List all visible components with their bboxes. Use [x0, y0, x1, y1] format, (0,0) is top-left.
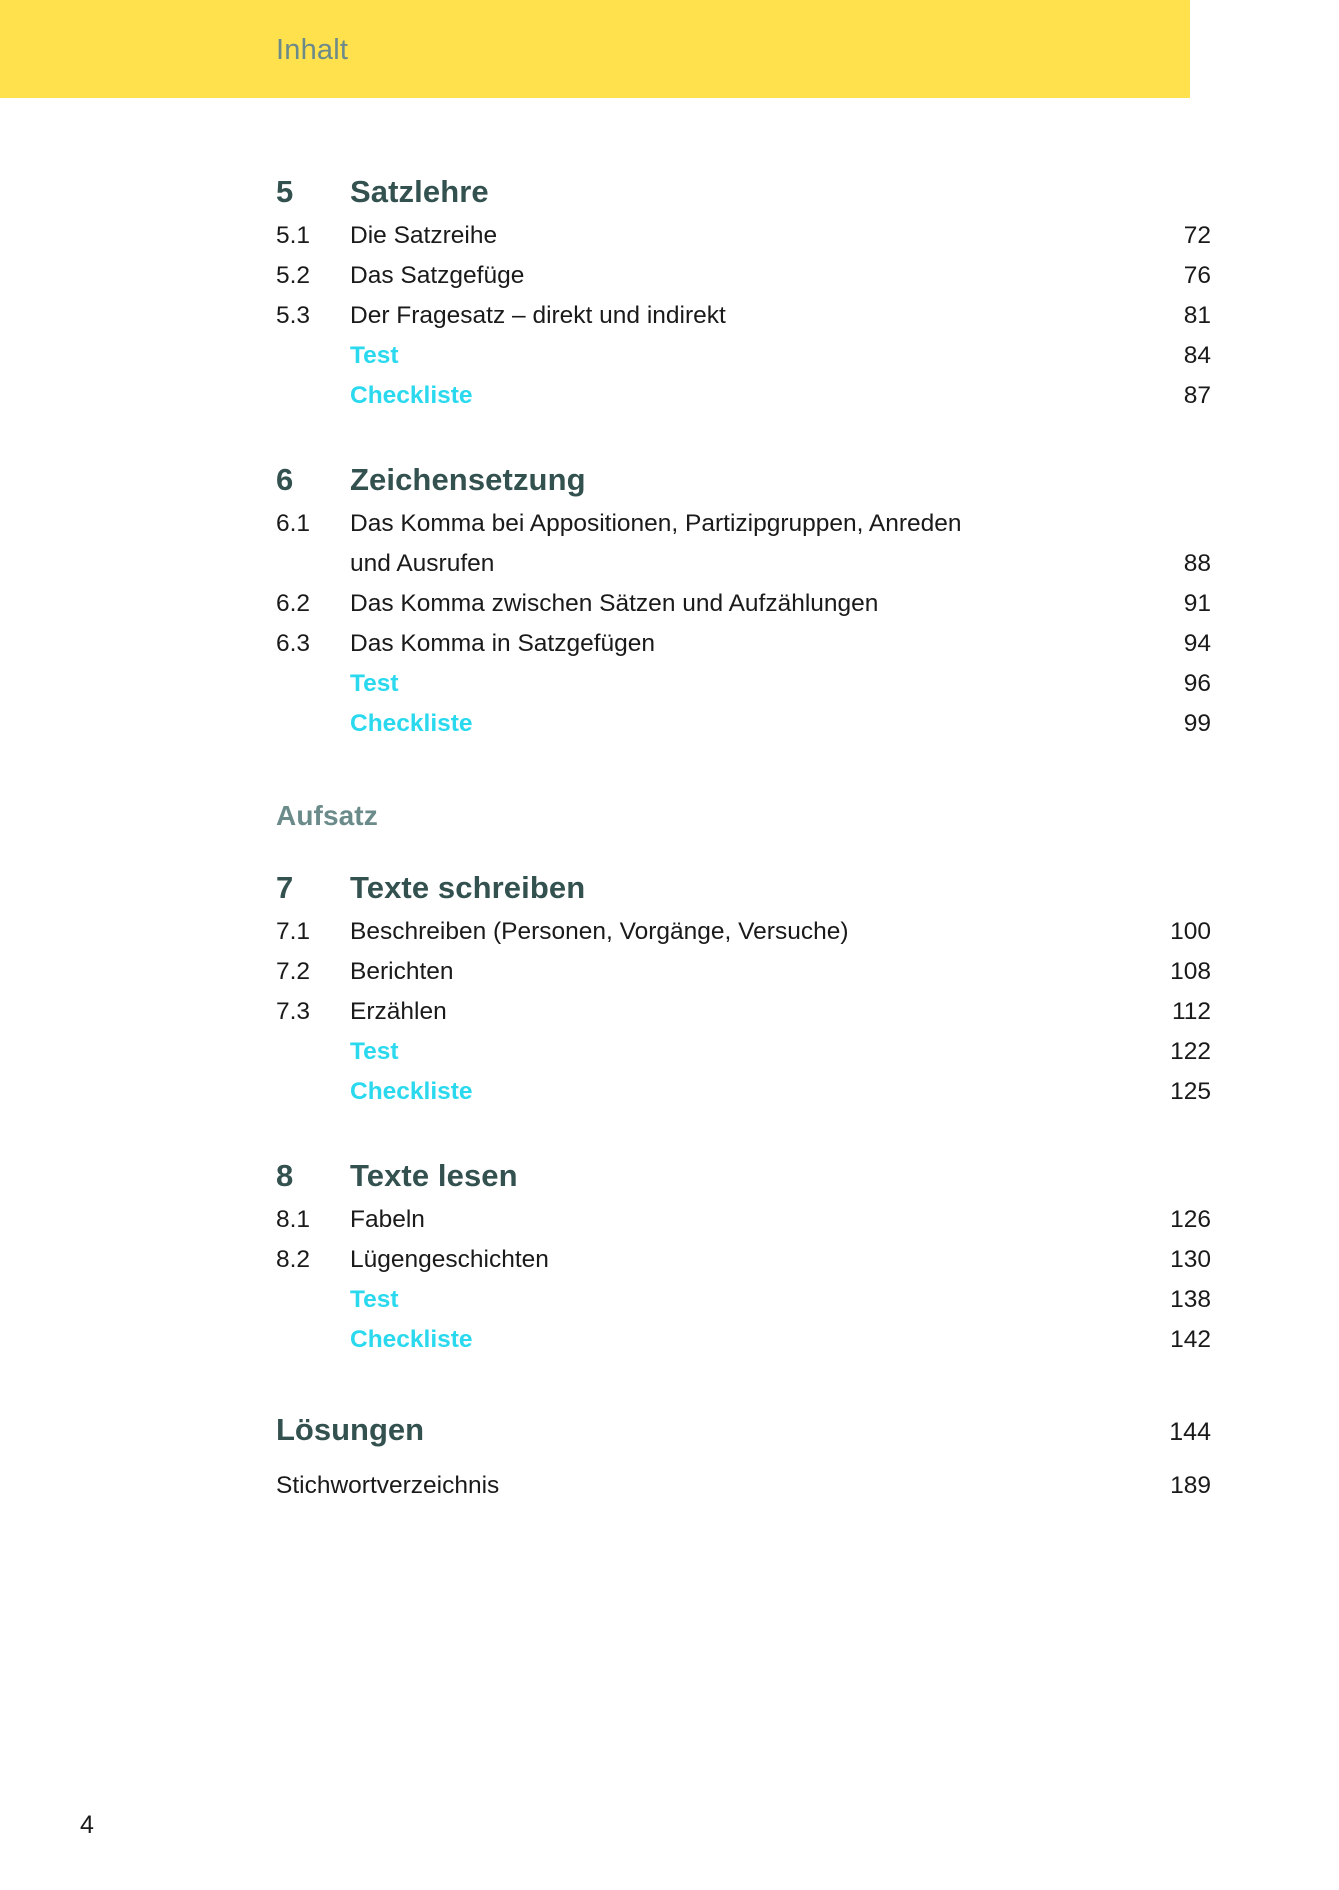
chapter-number: 6	[276, 462, 294, 497]
table-of-contents	[0, 98, 1339, 1506]
entry-title: Test	[350, 342, 399, 369]
backmatter-title: Lösungen	[276, 1412, 425, 1447]
toc-entry[interactable]	[276, 504, 1211, 584]
toc-entry-checkliste[interactable]	[276, 704, 1211, 744]
entry-number: 6.3	[276, 630, 311, 657]
entry-title: Das Komma in Satzgefügen	[350, 630, 656, 657]
page-header-title: Inhalt	[276, 34, 349, 66]
entry-title: Beschreiben (Personen, Vorgänge, Versuche)	[350, 918, 849, 945]
part-heading-aufsatz	[276, 800, 1211, 832]
entry-number: 5.3	[276, 302, 311, 329]
entry-page: 100	[1170, 918, 1211, 945]
entry-number: 8.1	[276, 1206, 311, 1233]
toc-entry-test[interactable]	[276, 1280, 1211, 1320]
entry-number: 6.2	[276, 590, 311, 617]
chapter-heading-7[interactable]	[276, 870, 1211, 906]
toc-entry-test[interactable]	[276, 336, 1211, 376]
entry-title: Lügengeschichten	[350, 1246, 549, 1273]
toc-entry-checkliste[interactable]	[276, 1320, 1211, 1360]
toc-entry-checkliste[interactable]	[276, 376, 1211, 416]
toc-entry-checkliste[interactable]	[276, 1072, 1211, 1112]
page-folio: 4	[80, 1811, 94, 1839]
chapter-title: Texte lesen	[350, 1158, 518, 1193]
toc-entry[interactable]	[276, 296, 1211, 336]
entry-page: 138	[1170, 1286, 1211, 1313]
entry-page: 122	[1170, 1038, 1211, 1065]
entry-title: Fabeln	[350, 1206, 425, 1233]
page-header-bar	[0, 0, 1190, 98]
entry-page: 126	[1170, 1206, 1211, 1233]
entry-title: Test	[350, 1286, 399, 1313]
toc-entry[interactable]	[276, 216, 1211, 256]
toc-entry[interactable]	[276, 992, 1211, 1032]
chapter-title: Texte schreiben	[350, 870, 586, 905]
entry-page: 99	[1183, 710, 1211, 737]
entry-page: 91	[1183, 590, 1211, 617]
entry-page: 96	[1183, 670, 1211, 697]
entry-number: 5.2	[276, 262, 311, 289]
chapter-number: 8	[276, 1158, 294, 1193]
entry-number: 7.2	[276, 958, 311, 985]
entry-number: 6.1	[276, 510, 311, 537]
backmatter-title: Stichwortverzeichnis	[276, 1472, 500, 1499]
entry-page: 87	[1183, 382, 1211, 409]
chapter-heading-6[interactable]	[276, 462, 1211, 498]
backmatter-page: 144	[1169, 1418, 1211, 1446]
entry-title	[350, 504, 1121, 584]
toc-entry[interactable]	[276, 1200, 1211, 1240]
toc-entry[interactable]	[276, 584, 1211, 624]
entry-page: 76	[1183, 262, 1211, 289]
entry-title-line1: Das Komma bei Appositionen, Partizipgruppen, Anreden	[350, 510, 962, 537]
entry-page: 142	[1170, 1326, 1211, 1353]
entry-title: Test	[350, 1038, 399, 1065]
entry-title: Die Satzreihe	[350, 222, 498, 249]
entry-number: 7.1	[276, 918, 311, 945]
entry-title: Das Komma zwischen Sätzen und Aufzählungen	[350, 590, 879, 617]
entry-page: 84	[1183, 342, 1211, 369]
part-heading-label: Aufsatz	[276, 800, 378, 831]
entry-page: 125	[1170, 1078, 1211, 1105]
backmatter-page: 189	[1170, 1472, 1211, 1499]
entry-title: Checkliste	[350, 382, 473, 409]
backmatter-solutions[interactable]	[276, 1412, 1211, 1448]
entry-number: 8.2	[276, 1246, 311, 1273]
chapter-heading-5[interactable]	[276, 174, 1211, 210]
chapter-title: Zeichensetzung	[350, 462, 586, 497]
entry-page: 94	[1183, 630, 1211, 657]
entry-title: Checkliste	[350, 710, 473, 737]
toc-entry[interactable]	[276, 1240, 1211, 1280]
entry-number: 7.3	[276, 998, 311, 1025]
entry-title: Das Satzgefüge	[350, 262, 525, 289]
toc-entry[interactable]	[276, 952, 1211, 992]
toc-entry[interactable]	[276, 256, 1211, 296]
toc-entry-test[interactable]	[276, 664, 1211, 704]
entry-page: 81	[1183, 302, 1211, 329]
chapter-number: 7	[276, 870, 294, 905]
chapter-heading-8[interactable]	[276, 1158, 1211, 1194]
entry-title: Erzählen	[350, 998, 447, 1025]
toc-entry[interactable]	[276, 624, 1211, 664]
entry-title-line2: und Ausrufen	[350, 550, 495, 577]
chapter-title: Satzlehre	[350, 174, 489, 209]
chapter-number: 5	[276, 174, 294, 209]
entry-title: Test	[350, 670, 399, 697]
entry-title: Der Fragesatz – direkt und indirekt	[350, 302, 726, 329]
entry-title: Berichten	[350, 958, 454, 985]
entry-page: 130	[1170, 1246, 1211, 1273]
toc-entry[interactable]	[276, 912, 1211, 952]
backmatter-index[interactable]	[276, 1466, 1211, 1506]
entry-title: Checkliste	[350, 1078, 473, 1105]
entry-page: 88	[1183, 550, 1211, 577]
entry-page: 72	[1183, 222, 1211, 249]
entry-page: 108	[1170, 958, 1211, 985]
entry-number: 5.1	[276, 222, 311, 249]
toc-entry-test[interactable]	[276, 1032, 1211, 1072]
entry-page: 112	[1171, 998, 1211, 1025]
entry-title: Checkliste	[350, 1326, 473, 1353]
